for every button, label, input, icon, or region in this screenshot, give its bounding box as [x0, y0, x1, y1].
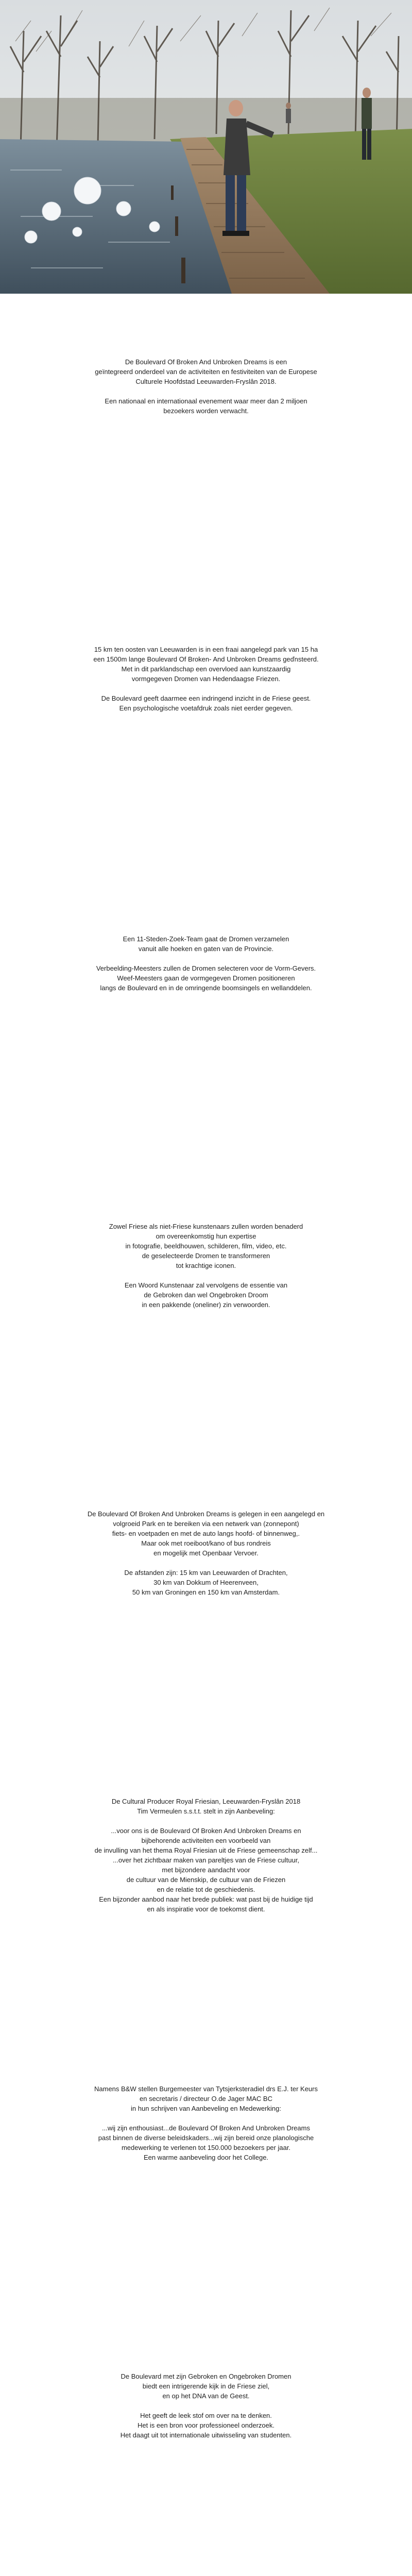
boulevard-path-with-sculptures-photo: [0, 0, 412, 294]
text-line: Maar ook met roeiboot/kano of bus rondreis: [141, 1539, 271, 1547]
text-line: Tim Vermeulen s.s.t.t. stelt in zijn Aanbeveling:: [137, 1807, 275, 1815]
text-line: past binnen de diverse beleidskaders...wij zijn bereid onze planologische: [98, 2134, 314, 2142]
text-line: ...voor ons is de Boulevard Of Broken And Unbroken Dreams en: [111, 1827, 301, 1835]
text-line: Het daagt uit tot internationale uitwisseling van studenten.: [120, 2431, 292, 2439]
text-line: Een psychologische voetafdruk zoals niet eerder gegeven.: [119, 704, 293, 712]
text-line: Een nationaal en internationaal evenement waar meer dan 2 miljoen: [105, 397, 307, 405]
text-line: en mogelijk met Openbaar Vervoer.: [153, 1549, 259, 1557]
text-line: bijbehorende activiteiten een voorbeeld van: [141, 1837, 271, 1844]
producer-section: [77, 1797, 335, 1914]
text-line: geïntegreerd onderdeel van de activiteiten en festiviteiten van de Europese: [95, 368, 317, 376]
text-line: Namens B&W stellen Burgemeester van Tytsjerksteradiel drs E.J. ter Keurs: [94, 2085, 318, 2093]
text-line: De Boulevard met zijn Gebroken en Ongebroken Dromen: [121, 2372, 291, 2380]
text-line: Een warme aanbeveling door het College.: [143, 2154, 269, 2161]
reach-section: [77, 1509, 335, 1597]
text-line: biedt een intrigerende kijk in de Friese ziel,: [142, 2382, 270, 2390]
text-line: en op het DNA van de Geest.: [162, 2392, 250, 2400]
paragraph: [77, 1797, 335, 1816]
text-line: Verbeelding-Meesters zullen de Dromen selecteren voor de Vorm-Gevers.: [96, 964, 316, 972]
text-line: Met in dit parklandschap een overvloed aan kunstzaardig: [121, 665, 291, 673]
text-line: 50 km van Groningen en 150 km van Amsterdam.: [132, 1588, 280, 1596]
text-line: en secretaris / directeur O.de Jager MAC BC: [140, 2095, 272, 2103]
paragraph: [77, 934, 335, 954]
paragraph: [77, 2123, 335, 2162]
paragraph: [77, 645, 335, 684]
text-line: de geselecteerde Dromen te transformeren: [142, 1252, 270, 1260]
text-line: langs de Boulevard en in de omringende boomsingels en wellanddelen.: [100, 984, 312, 992]
text-line: volgroeid Park en te bereiken via een netwerk van (zonnepont): [113, 1520, 299, 1528]
text-line: en de relatie tot de geschiedenis.: [157, 1886, 255, 1893]
text-line: om overeenkomstig hun expertise: [156, 1232, 256, 1240]
collect-section: [77, 934, 335, 993]
location-section: [77, 645, 335, 713]
text-line: tot krachtige iconen.: [176, 1262, 236, 1269]
paragraph: [77, 693, 335, 713]
text-line: vanuit alle hoeken en gaten van de Provincie.: [138, 945, 274, 953]
paragraph: [77, 1509, 335, 1558]
intro-section: [77, 357, 335, 416]
text-line: De afstanden zijn: 15 km van Leeuwarden of Drachten,: [124, 1569, 288, 1577]
text-line: de Gebroken dan wel Ongebroken Droom: [144, 1291, 268, 1299]
research-section: [77, 2371, 335, 2440]
text-line: bezoekers worden verwacht.: [163, 407, 249, 415]
text-line: vormgegeven Dromen van Hedendaagse Friezen.: [131, 675, 281, 683]
text-line: fiets- en voetpaden en met de auto langs hoofd- of binnenweg,.: [112, 1530, 300, 1537]
paragraph: [77, 1826, 335, 1914]
text-line: Het geeft de leek stof om over na te denken.: [140, 2412, 272, 2419]
paragraph: [77, 2084, 335, 2113]
text-line: de cultuur van de Mienskip, de cultuur van de Friezen: [126, 1876, 286, 1884]
paragraph: [77, 1568, 335, 1597]
paragraph: [77, 2371, 335, 2401]
paragraph: [77, 2411, 335, 2440]
text-line: Een 11-Steden-Zoek-Team gaat de Dromen verzamelen: [123, 935, 289, 943]
text-line: in fotografie, beeldhouwen, schilderen, film, video, etc.: [125, 1242, 287, 1250]
hero-photo: [0, 0, 412, 294]
text-line: Culturele Hoofdstad Leeuwarden-Fryslân 2018.: [135, 378, 277, 385]
text-line: De Boulevard Of Broken And Unbroken Dreams is een: [125, 358, 287, 366]
paragraph: [77, 1280, 335, 1310]
text-line: De Cultural Producer Royal Friesian, Leeuwarden-Fryslân 2018: [111, 1798, 301, 1805]
paragraph: [77, 963, 335, 993]
text-line: 15 km ten oosten van Leeuwarden is in een fraai aangelegd park van 15 ha: [94, 646, 318, 653]
text-line: en als inspiratie voor de toekomst dient.: [147, 1905, 265, 1913]
text-line: De Boulevard Of Broken And Unbroken Dreams is gelegen in een aangelegd en: [87, 1510, 325, 1518]
text-line: Weef-Meesters gaan de vormgegeven Dromen positioneren: [117, 974, 295, 982]
text-line: Het is een bron voor professioneel onderzoek.: [138, 2421, 274, 2429]
text-line: ...over het zichtbaar maken van pareltjes van de Friese cultuur,: [112, 1856, 300, 1864]
text-line: medewerking te verlenen tot 150.000 bezoekers per jaar.: [121, 2144, 291, 2151]
text-line: 30 km van Dokkum of Heerenveen,: [153, 1579, 259, 1586]
text-line: de invulling van het thema Royal Friesian uit de Friese gemeenschap zelf...: [94, 1846, 318, 1854]
text-line: ...wij zijn enthousiast...de Boulevard Of Broken And Unbroken Dreams: [102, 2124, 310, 2132]
artists-section: [77, 1222, 335, 1310]
paragraph: [77, 396, 335, 416]
text-line: Zowel Friese als niet-Friese kunstenaars zullen worden benaderd: [109, 1223, 303, 1230]
paragraph: [77, 1222, 335, 1270]
text-line: met bijzondere aandacht voor: [162, 1866, 250, 1874]
paragraph: [77, 357, 335, 386]
text-line: in een pakkende (oneliner) zin verwoorden.: [142, 1301, 270, 1309]
text-line: De Boulevard geeft daarmee een indringend inzicht in de Friese geest.: [101, 694, 311, 702]
text-line: Een bijzonder aanbod naar het brede publiek: wat past bij de huidige tijd: [99, 1895, 313, 1903]
municipality-section: [77, 2084, 335, 2162]
text-line: een 1500m lange Boulevard Of Broken- And Unbroken Dreams geďnsteerd.: [93, 655, 319, 663]
text-line: in hun schrijven van Aanbeveling en Medewerking:: [131, 2105, 281, 2112]
text-line: Een Woord Kunstenaar zal vervolgens de essentie van: [124, 1281, 288, 1289]
